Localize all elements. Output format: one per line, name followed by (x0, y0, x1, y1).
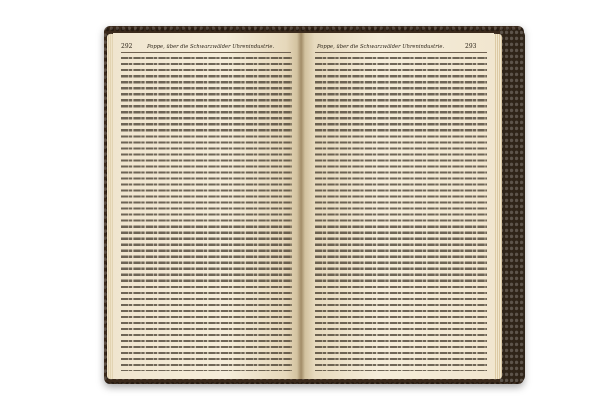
right-body-text (315, 57, 487, 371)
book-cover-right-edge (500, 30, 525, 382)
left-page-number: 292 (121, 43, 133, 50)
right-page (301, 33, 494, 379)
book-gutter (297, 33, 305, 379)
right-page-number: 293 (465, 43, 477, 50)
right-header-rule (315, 52, 487, 53)
left-page (113, 33, 301, 379)
left-running-header: Poppe, über die Schwarzwälder Uhrenindustrie. (147, 44, 275, 50)
left-body-text (121, 57, 292, 371)
left-header-rule (121, 52, 291, 53)
right-running-header: Poppe, über die Schwarzwälder Uhrenindustrie. (317, 44, 445, 50)
